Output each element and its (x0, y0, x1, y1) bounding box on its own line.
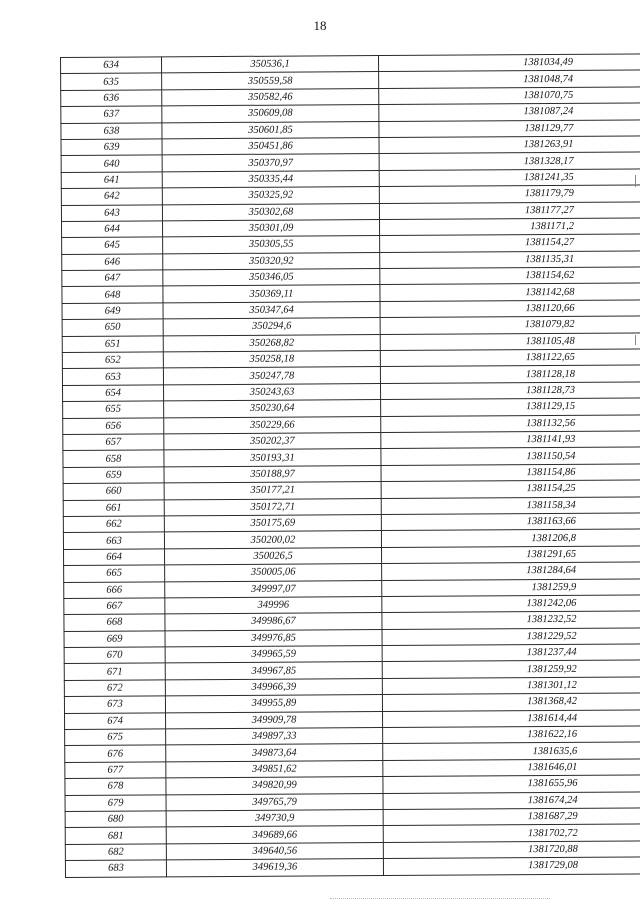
point-number-cell: 673 (64, 696, 165, 713)
x-coordinate-cell: 349966,39 (165, 678, 382, 696)
point-number-cell: 635 (61, 73, 162, 90)
page-number: 18 (313, 18, 327, 33)
x-coordinate-cell: 350177,21 (164, 482, 381, 500)
x-coordinate-cell: 349765,79 (166, 793, 383, 811)
x-coordinate-cell: 350582,46 (162, 88, 379, 106)
y-coordinate-cell: 1381368,42 (382, 693, 640, 711)
point-number-cell: 663 (63, 532, 164, 549)
point-number-cell: 677 (65, 762, 166, 779)
point-number-cell: 648 (62, 286, 163, 303)
x-coordinate-cell: 350369,11 (163, 285, 380, 303)
point-number-cell: 646 (62, 254, 163, 271)
point-number-cell: 645 (62, 237, 163, 254)
y-coordinate-cell: 1381622,16 (383, 726, 640, 744)
point-number-cell: 637 (61, 106, 162, 123)
y-coordinate-cell: 1381154,86 (381, 464, 640, 482)
y-coordinate-cell: 1381142,68 (380, 283, 640, 301)
y-coordinate-cell: 1381141,93 (381, 431, 640, 449)
point-number-cell: 640 (61, 155, 162, 172)
point-number-cell: 664 (64, 549, 165, 566)
x-coordinate-cell: 350005,06 (165, 564, 382, 582)
y-coordinate-cell: 1381128,18 (380, 365, 640, 383)
x-coordinate-cell: 349909,78 (166, 711, 383, 729)
x-coordinate-cell: 350230,64 (164, 400, 381, 418)
y-coordinate-cell: 1381154,25 (381, 480, 640, 498)
x-coordinate-cell: 350229,66 (164, 416, 381, 434)
point-number-cell: 644 (62, 221, 163, 238)
point-number-cell: 682 (65, 844, 166, 861)
y-coordinate-cell: 1381655,96 (383, 775, 640, 793)
y-coordinate-cell: 1381687,29 (383, 808, 640, 826)
x-coordinate-cell: 350347,64 (163, 301, 380, 319)
x-coordinate-cell: 350172,71 (164, 498, 381, 516)
x-coordinate-cell: 350451,86 (162, 138, 379, 156)
y-coordinate-cell: 1381328,17 (379, 152, 640, 170)
y-coordinate-cell: 1381120,66 (380, 300, 640, 318)
y-coordinate-cell: 1381154,27 (380, 234, 640, 252)
y-coordinate-cell: 1381291,65 (382, 546, 640, 564)
y-coordinate-cell: 1381674,24 (383, 792, 640, 810)
y-coordinate-cell: 1381105,48 (380, 333, 640, 351)
x-coordinate-cell: 350026,5 (165, 547, 382, 565)
point-number-cell: 683 (65, 860, 166, 877)
point-number-cell: 651 (62, 336, 163, 353)
point-number-cell: 680 (65, 811, 166, 828)
point-number-cell: 653 (62, 368, 163, 385)
y-coordinate-cell: 1381702,72 (383, 824, 640, 842)
point-number-cell: 652 (62, 352, 163, 369)
point-number-cell: 642 (61, 188, 162, 205)
x-coordinate-cell: 349689,66 (166, 826, 383, 844)
y-coordinate-cell: 1381177,27 (379, 201, 640, 219)
point-number-cell: 655 (63, 401, 164, 418)
point-number-cell: 667 (64, 598, 165, 615)
point-number-cell: 641 (61, 172, 162, 189)
y-coordinate-cell: 1381720,88 (383, 841, 640, 859)
x-coordinate-cell: 349730,9 (166, 810, 383, 828)
point-number-cell: 670 (64, 647, 165, 664)
point-number-cell: 668 (64, 614, 165, 631)
x-coordinate-cell: 350559,58 (162, 72, 379, 90)
scan-mark (635, 175, 636, 187)
point-number-cell: 671 (64, 663, 165, 680)
table-row (65, 857, 640, 877)
point-number-cell: 681 (65, 827, 166, 844)
y-coordinate-cell: 1381132,56 (381, 415, 640, 433)
y-coordinate-cell: 1381229,52 (382, 628, 640, 646)
y-coordinate-cell: 1381259,92 (382, 660, 640, 678)
x-coordinate-cell: 350193,31 (164, 449, 381, 467)
x-coordinate-cell: 350536,1 (162, 56, 379, 74)
x-coordinate-cell: 350325,92 (162, 187, 379, 205)
y-coordinate-cell: 1381171,2 (379, 218, 640, 236)
y-coordinate-cell: 1381237,44 (382, 644, 640, 662)
point-number-cell: 679 (65, 794, 166, 811)
y-coordinate-cell: 1381129,77 (379, 119, 640, 137)
x-coordinate-cell: 350302,68 (162, 203, 379, 221)
y-coordinate-cell: 1381284,64 (382, 562, 640, 580)
point-number-cell: 665 (64, 565, 165, 582)
y-coordinate-cell: 1381635,6 (383, 742, 640, 760)
x-coordinate-cell: 350268,82 (163, 334, 380, 352)
y-coordinate-cell: 1381034,49 (378, 54, 640, 72)
scan-noise (330, 898, 550, 900)
point-number-cell: 661 (63, 499, 164, 516)
x-coordinate-cell: 350346,05 (163, 269, 380, 287)
y-coordinate-cell: 1381241,35 (379, 169, 640, 187)
point-number-cell: 676 (65, 745, 166, 762)
x-coordinate-cell: 349997,07 (165, 580, 382, 598)
point-number-cell: 654 (63, 385, 164, 402)
x-coordinate-cell: 349986,67 (165, 613, 382, 631)
point-number-cell: 638 (61, 122, 162, 139)
point-number-cell: 634 (61, 57, 162, 74)
y-coordinate-cell: 1381259,9 (382, 578, 640, 596)
point-number-cell: 662 (63, 516, 164, 533)
y-coordinate-cell: 1381614,44 (383, 710, 640, 728)
x-coordinate-cell: 349897,33 (166, 728, 383, 746)
x-coordinate-cell: 350243,63 (164, 383, 381, 401)
y-coordinate-cell: 1381079,82 (380, 316, 640, 334)
point-number-cell: 639 (61, 139, 162, 156)
x-coordinate-cell: 349873,64 (166, 744, 383, 762)
x-coordinate-cell: 350301,09 (163, 219, 380, 237)
y-coordinate-cell: 1381301,12 (382, 677, 640, 695)
x-coordinate-cell: 350200,02 (164, 531, 381, 549)
y-coordinate-cell: 1381206,8 (381, 529, 640, 547)
x-coordinate-cell: 349996 (165, 596, 382, 614)
point-number-cell: 659 (63, 467, 164, 484)
x-coordinate-cell: 350320,92 (163, 252, 380, 270)
y-coordinate-cell: 1381232,52 (382, 611, 640, 629)
x-coordinate-cell: 350305,55 (163, 236, 380, 254)
point-number-cell: 675 (65, 729, 166, 746)
x-coordinate-cell: 350247,78 (163, 367, 380, 385)
x-coordinate-cell: 349965,59 (165, 646, 382, 664)
x-coordinate-cell: 349967,85 (165, 662, 382, 680)
x-coordinate-cell: 350294,6 (163, 318, 380, 336)
point-number-cell: 636 (61, 90, 162, 107)
y-coordinate-cell: 1381163,66 (381, 513, 640, 531)
y-coordinate-cell: 1381154,62 (380, 267, 640, 285)
x-coordinate-cell: 350370,97 (162, 154, 379, 172)
y-coordinate-cell: 1381242,06 (382, 595, 640, 613)
y-coordinate-cell: 1381729,08 (383, 857, 640, 875)
x-coordinate-cell: 350202,37 (164, 433, 381, 451)
coordinates-table (60, 53, 640, 877)
y-coordinate-cell: 1381048,74 (379, 70, 640, 88)
x-coordinate-cell: 349976,85 (165, 629, 382, 647)
point-number-cell: 672 (64, 680, 165, 697)
point-number-cell: 649 (62, 303, 163, 320)
x-coordinate-cell: 349955,89 (165, 695, 382, 713)
x-coordinate-cell: 350609,08 (162, 105, 379, 123)
y-coordinate-cell: 1381150,54 (381, 447, 640, 465)
x-coordinate-cell: 349851,62 (166, 760, 383, 778)
point-number-cell: 669 (64, 631, 165, 648)
y-coordinate-cell: 1381070,75 (379, 87, 640, 105)
y-coordinate-cell: 1381263,91 (379, 136, 640, 154)
x-coordinate-cell: 350335,44 (162, 170, 379, 188)
point-number-cell: 657 (63, 434, 164, 451)
y-coordinate-cell: 1381122,65 (380, 349, 640, 367)
y-coordinate-cell: 1381087,24 (379, 103, 640, 121)
scan-mark (635, 335, 636, 345)
y-coordinate-cell: 1381129,15 (381, 398, 640, 416)
point-number-cell: 660 (63, 483, 164, 500)
point-number-cell: 650 (62, 319, 163, 336)
y-coordinate-cell: 1381646,01 (383, 759, 640, 777)
x-coordinate-cell: 350188,97 (164, 465, 381, 483)
x-coordinate-cell: 349619,36 (166, 859, 383, 877)
coordinates-table-body (61, 54, 640, 877)
point-number-cell: 658 (63, 450, 164, 467)
y-coordinate-cell: 1381158,34 (381, 496, 640, 514)
x-coordinate-cell: 350175,69 (164, 514, 381, 532)
point-number-cell: 666 (64, 581, 165, 598)
x-coordinate-cell: 349640,56 (166, 842, 383, 860)
point-number-cell: 656 (63, 417, 164, 434)
y-coordinate-cell: 1381179,79 (379, 185, 640, 203)
x-coordinate-cell: 349820,99 (166, 777, 383, 795)
y-coordinate-cell: 1381135,31 (380, 251, 640, 269)
x-coordinate-cell: 350258,18 (163, 351, 380, 369)
point-number-cell: 678 (65, 778, 166, 795)
point-number-cell: 643 (61, 204, 162, 221)
point-number-cell: 647 (62, 270, 163, 287)
y-coordinate-cell: 1381128,73 (380, 382, 640, 400)
x-coordinate-cell: 350601,85 (162, 121, 379, 139)
point-number-cell: 674 (65, 712, 166, 729)
